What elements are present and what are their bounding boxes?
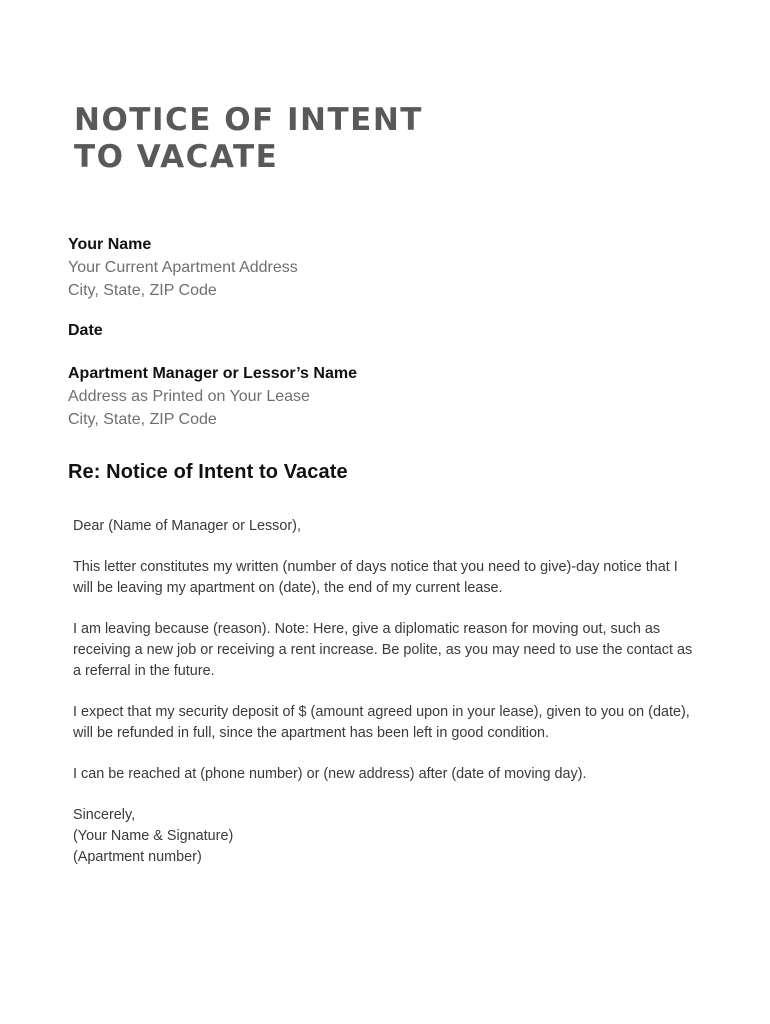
sender-address: Your Current Apartment Address <box>68 259 298 276</box>
letter-apartment-number: (Apartment number) <box>73 849 202 865</box>
letter-salutation: Dear (Name of Manager or Lessor), <box>73 518 301 534</box>
recipient-address: Address as Printed on Your Lease <box>68 388 310 405</box>
date-label: Date <box>68 322 103 339</box>
letter-signature: (Your Name & Signature) <box>73 828 234 844</box>
letter-paragraph-4: I can be reached at (phone number) or (new address) after (date of moving day). <box>73 766 587 782</box>
sender-block <box>68 233 708 302</box>
recipient-city-state-zip: City, State, ZIP Code <box>68 411 217 428</box>
subject-line: Re: Notice of Intent to Vacate <box>68 461 348 483</box>
letter-paragraph-2: I am leaving because (reason). Note: Here, give a diplomatic reason for moving out, such as receiving a new job or receiving a rent increase. Be polite, as you may need to use the contact as a referral in the future. <box>73 621 693 679</box>
recipient-name: Apartment Manager or Lessor’s Name <box>68 365 357 382</box>
document-title <box>74 102 494 176</box>
title-line-1: NOTICE OF INTENT <box>74 102 423 138</box>
date-block <box>68 319 708 342</box>
recipient-block <box>68 362 708 431</box>
letter-paragraph-3: I expect that my security deposit of $ (amount agreed upon in your lease), given to you on (date), will be refunded in full, since the apartment has been left in good condition. <box>73 704 690 741</box>
letter-paragraph-1: This letter constitutes my written (number of days notice that you need to give)-day notice that I will be leaving my apartment on (date), the end of my current lease. <box>73 559 678 596</box>
title-line-2: TO VACATE <box>74 139 279 175</box>
sender-name: Your Name <box>68 236 152 253</box>
letter-closing: Sincerely, <box>73 807 136 823</box>
letter-closing-block <box>73 805 693 868</box>
sender-city-state-zip: City, State, ZIP Code <box>68 282 217 299</box>
